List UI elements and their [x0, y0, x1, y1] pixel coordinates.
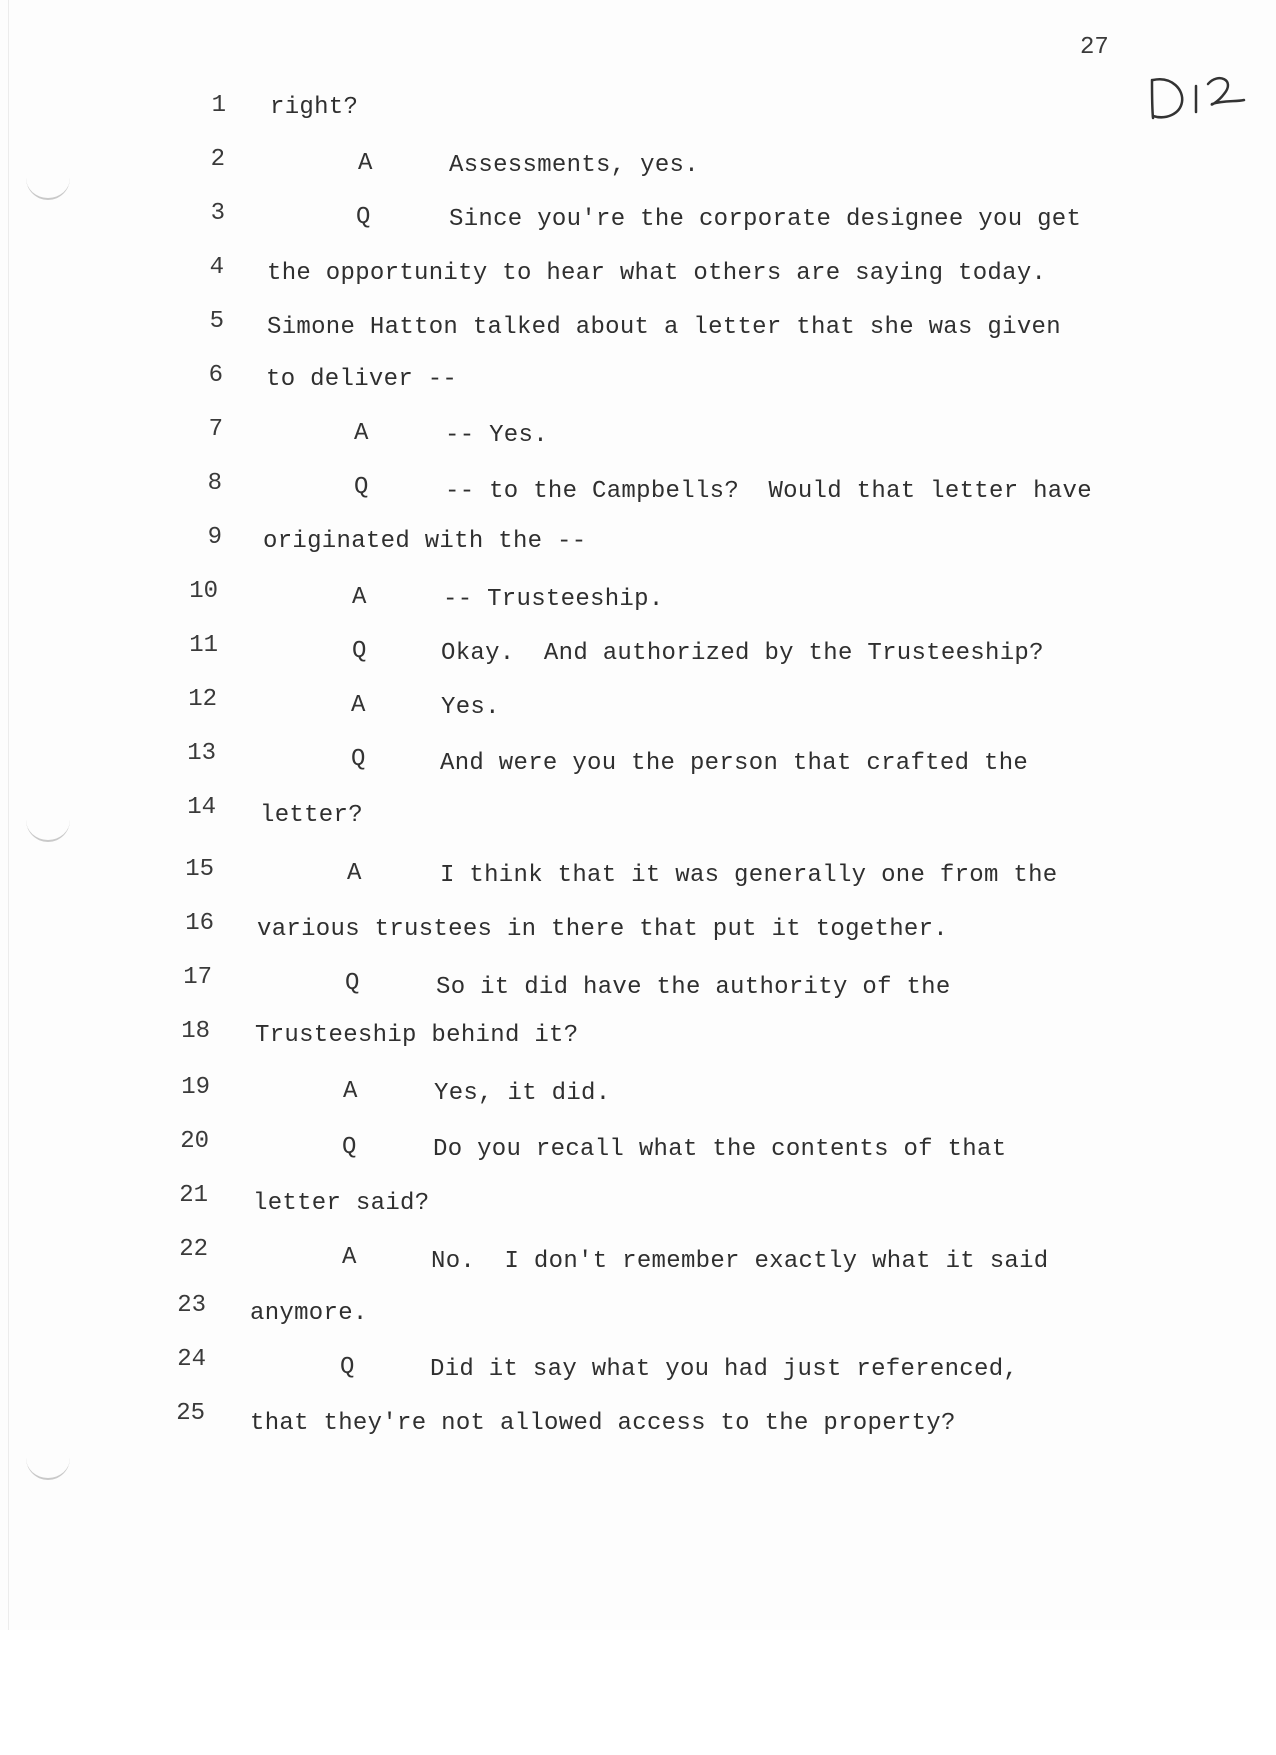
- line-number: 10: [189, 578, 218, 605]
- transcript-text: letter?: [260, 802, 363, 829]
- line-number: 3: [210, 200, 225, 227]
- transcript-text: the opportunity to hear what others are saying today.: [267, 260, 1047, 287]
- line-number: 5: [209, 308, 224, 335]
- speaker-label: Q: [345, 970, 360, 997]
- transcript-text: Since you're the corporate designee you get: [449, 206, 1082, 233]
- speaker-label: A: [342, 1244, 357, 1271]
- line-number: 25: [176, 1400, 205, 1427]
- punch-hole: [26, 818, 70, 842]
- speaker-label: Q: [340, 1354, 355, 1381]
- line-number: 20: [180, 1128, 209, 1155]
- line-number: 1: [211, 92, 226, 119]
- transcript-text: that they're not allowed access to the property?: [250, 1410, 956, 1437]
- line-number: 16: [185, 910, 214, 937]
- transcript-text: Yes, it did.: [434, 1080, 611, 1107]
- transcript-text: Do you recall what the contents of that: [433, 1136, 1007, 1163]
- speaker-label: Q: [352, 638, 367, 665]
- speaker-label: Q: [354, 474, 369, 501]
- speaker-label: Q: [356, 204, 371, 231]
- speaker-label: Q: [342, 1134, 357, 1161]
- line-number: 13: [187, 740, 216, 767]
- transcript-text: originated with the --: [263, 528, 587, 555]
- speaker-label: A: [358, 150, 373, 177]
- line-number: 4: [209, 254, 224, 281]
- line-number: 24: [177, 1346, 206, 1373]
- page-edge: [8, 0, 9, 1630]
- transcript-text: No. I don't remember exactly what it said: [431, 1248, 1049, 1275]
- line-number: 22: [179, 1236, 208, 1263]
- punch-hole: [26, 1456, 70, 1480]
- speaker-label: A: [343, 1078, 358, 1105]
- transcript-text: -- to the Campbells? Would that letter have: [445, 478, 1092, 505]
- line-number: 6: [208, 362, 223, 389]
- transcript-text: -- Trusteeship.: [443, 586, 664, 613]
- line-number: 8: [207, 470, 222, 497]
- transcript-text: So it did have the authority of the: [436, 974, 951, 1001]
- line-number: 12: [188, 686, 217, 713]
- transcript-text: various trustees in there that put it together.: [257, 916, 949, 943]
- speaker-label: A: [352, 584, 367, 611]
- line-number: 19: [181, 1074, 210, 1101]
- transcript-text: letter said?: [253, 1190, 430, 1217]
- line-number: 18: [181, 1018, 210, 1045]
- transcript-text: Simone Hatton talked about a letter that she was given: [267, 314, 1061, 341]
- transcript-text: Okay. And authorized by the Trusteeship?: [441, 640, 1044, 667]
- line-number: 21: [179, 1182, 208, 1209]
- transcript-text: anymore.: [250, 1300, 368, 1327]
- transcript-text: And were you the person that crafted the: [440, 750, 1029, 777]
- page-number: 27: [1080, 34, 1109, 61]
- exhibit-label-handwritten: [1140, 66, 1250, 126]
- page-margin-bottom: [0, 1630, 1276, 1755]
- transcript-text: Trusteeship behind it?: [255, 1022, 579, 1049]
- line-number: 11: [189, 632, 218, 659]
- speaker-label: A: [351, 692, 366, 719]
- transcript-text: Did it say what you had just referenced,: [430, 1356, 1019, 1383]
- transcript-text: Assessments, yes.: [449, 152, 699, 179]
- line-number: 23: [177, 1292, 206, 1319]
- transcript-text: -- Yes.: [445, 422, 548, 449]
- transcript-text: I think that it was generally one from the: [440, 862, 1058, 889]
- line-number: 17: [183, 964, 212, 991]
- line-number: 14: [187, 794, 216, 821]
- speaker-label: A: [354, 420, 369, 447]
- line-number: 7: [208, 416, 223, 443]
- line-number: 2: [210, 146, 225, 173]
- punch-hole: [26, 176, 70, 200]
- transcript-text: Yes.: [441, 694, 500, 721]
- speaker-label: A: [347, 860, 362, 887]
- transcript-text: to deliver --: [266, 366, 458, 393]
- transcript-text: right?: [270, 94, 359, 121]
- line-number: 15: [185, 856, 214, 883]
- line-number: 9: [207, 524, 222, 551]
- speaker-label: Q: [351, 746, 366, 773]
